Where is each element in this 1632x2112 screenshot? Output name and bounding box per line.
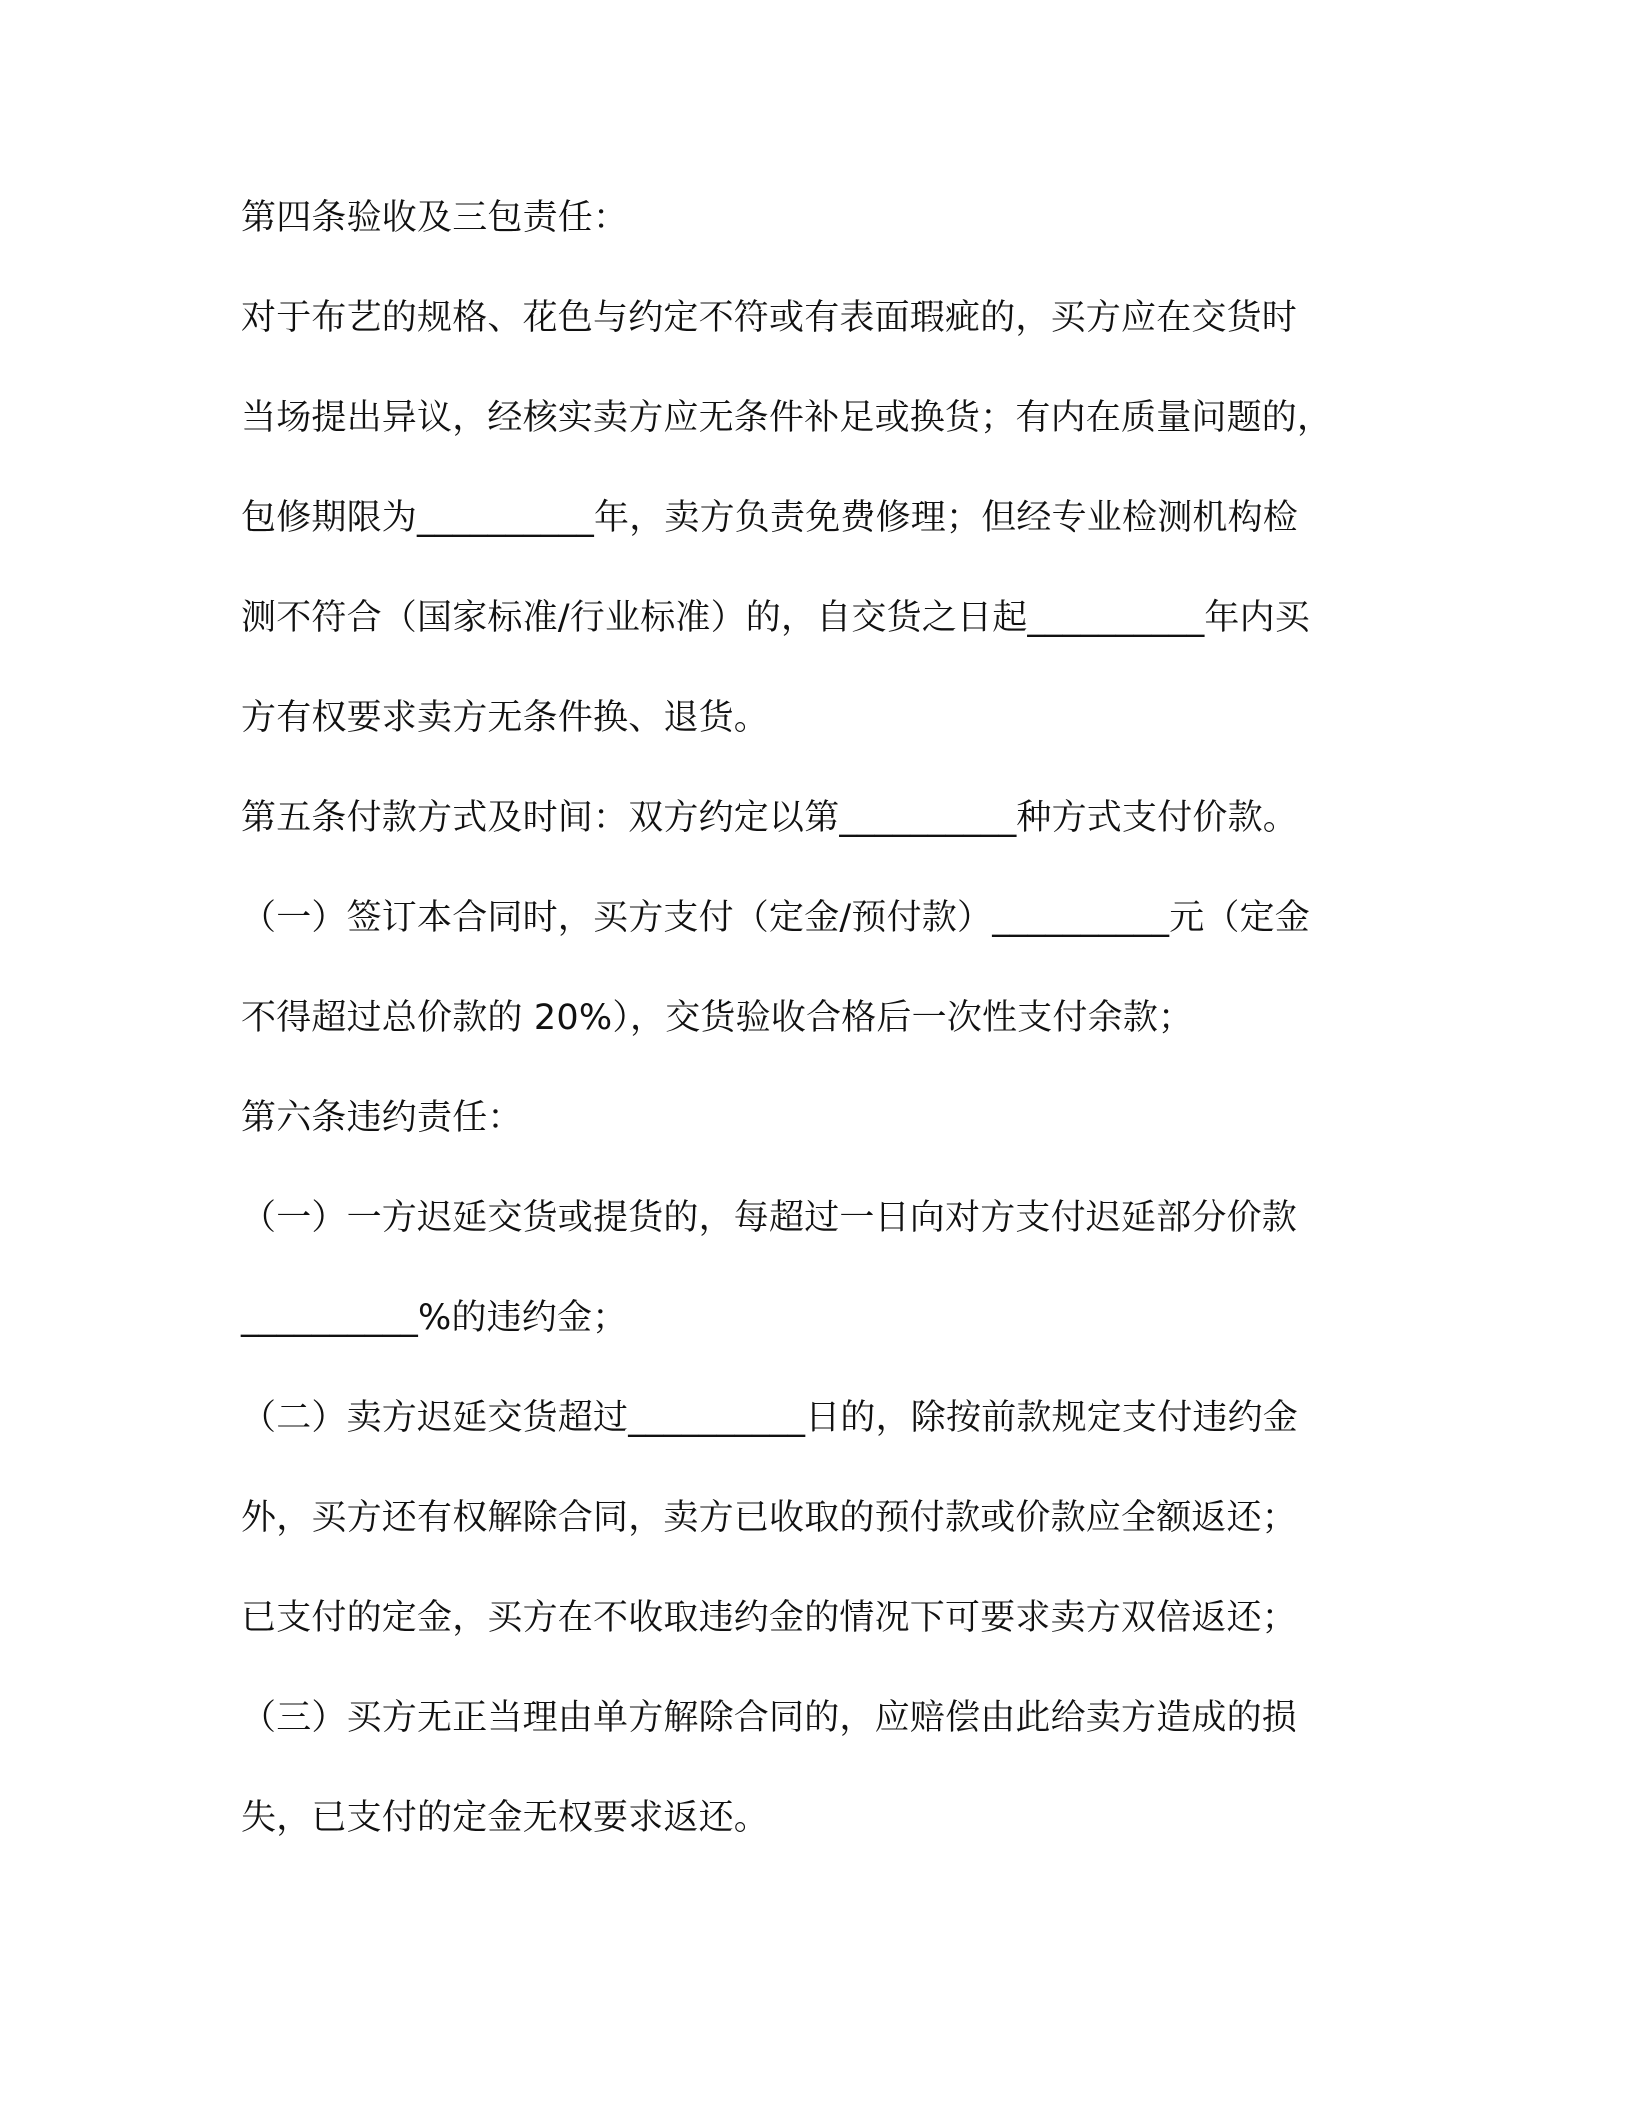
paragraph-line: __________%的违约金； [241, 1298, 628, 1338]
paragraph-line: （三）买方无正当理由单方解除合同的，应赔偿由此给卖方造成的损 [241, 1698, 1298, 1738]
article-4-heading: 第四条验收及三包责任： [241, 198, 629, 238]
paragraph-line: （二）卖方迟延交货超过__________日的，除按前款规定支付违约金 [241, 1398, 1299, 1438]
article-5-heading: 第五条付款方式及时间：双方约定以第__________种方式支付价款。 [241, 798, 1299, 838]
paragraph-line: 测不符合（国家标准/行业标准）的，自交货之日起__________年内买 [241, 598, 1310, 638]
paragraph-line: 包修期限为__________年，卖方负责免费修理；但经专业检测机构检 [241, 498, 1299, 538]
paragraph-line: （一）签订本合同时，买方支付（定金/预付款）__________元（定金 [241, 898, 1310, 938]
paragraph-line: 对于布艺的规格、花色与约定不符或有表面瑕疵的，买方应在交货时 [241, 298, 1298, 338]
paragraph-line: 不得超过总价款的 20%），交货验收合格后一次性支付余款； [241, 998, 1194, 1038]
paragraph-line: 外，买方还有权解除合同，卖方已收取的预付款或价款应全额返还； [241, 1498, 1298, 1538]
paragraph-line: （一）一方迟延交货或提货的，每超过一日向对方支付迟延部分价款 [241, 1198, 1298, 1238]
paragraph-line: 当场提出异议，经核实卖方应无条件补足或换货；有内在质量问题的， [241, 398, 1333, 438]
article-6-heading: 第六条违约责任： [241, 1098, 523, 1138]
paragraph-line: 失，已支付的定金无权要求返还。 [241, 1798, 770, 1838]
paragraph-line: 已支付的定金，买方在不收取违约金的情况下可要求卖方双倍返还； [241, 1598, 1298, 1638]
paragraph-line: 方有权要求卖方无条件换、退货。 [241, 698, 770, 738]
